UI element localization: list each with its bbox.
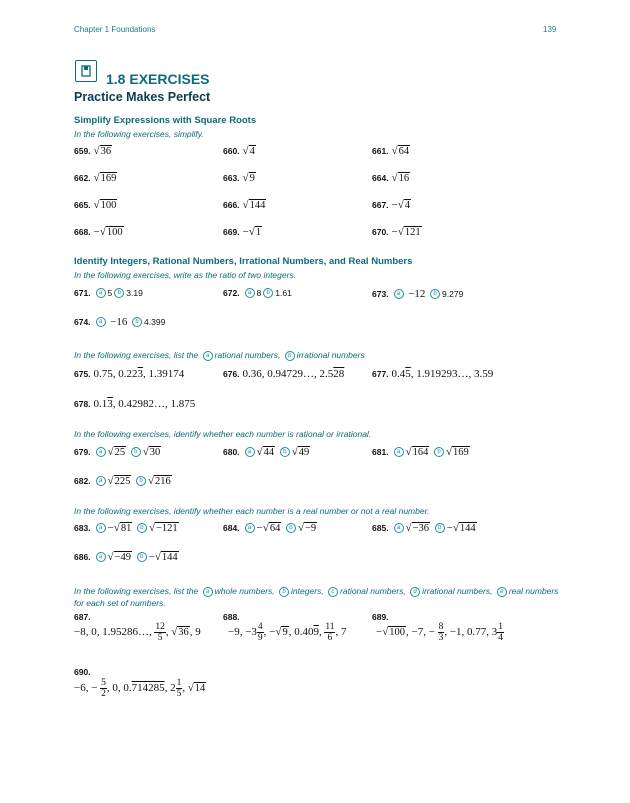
sec2-instruction-ratio: In the following exercises, write as the ratio of two integers. (74, 270, 297, 280)
chapter-header: Chapter 1 Foundations (74, 25, 156, 34)
exercise-659: 659. √36 (74, 145, 112, 157)
exercise-667: 667. −√4 (372, 199, 411, 211)
exercise-689-number: 689. (372, 612, 389, 622)
exercise-669: 669. −√1 (223, 226, 262, 238)
exercise-689: −√100, −7, − $\frac{8}{3}$ , −1, 0.77, 3 $\frac{1}{4}$ (376, 622, 504, 643)
exercise-690: −6, − $\frac{5}{2}$ , 0, 0.714285, 2 $\frac{1}{5}$ , √14 (74, 678, 206, 699)
exercise-676: 676. 0.36, 0.94729…, 2.528 (223, 368, 345, 380)
exercise-685: 685. a √−36 b −√144 (372, 522, 476, 534)
exercise-681: 681. a √164 b √169 (372, 446, 469, 458)
sec2-instruction-rational: In the following exercises, identify whether each number is rational or irrational. (74, 429, 372, 439)
exercise-687-number: 687. (74, 612, 91, 622)
exercise-672: 672. a 8 b 1.61 (223, 288, 292, 298)
page-number: 139 (543, 25, 557, 34)
exercise-675: 675. 0.75, 0.223, 1.39174 (74, 368, 185, 380)
sec2-heading: Identify Integers, Rational Numbers, Irrational Numbers, and Real Numbers (74, 256, 413, 267)
section-subtitle: Practice Makes Perfect (74, 90, 211, 104)
exercise-688-number: 688. (223, 612, 240, 622)
exercise-679: 679. a √25 b √30 (74, 446, 161, 458)
sec1-heading: Simplify Expressions with Square Roots (74, 115, 257, 126)
sec1-instruction: In the following exercises, simplify. (74, 129, 204, 139)
exercise-678: 678. 0.13, 0.42982…, 1.875 (74, 398, 196, 410)
exercise-680: 680. a √44 b √49 (223, 446, 310, 458)
exercise-690-number: 690. (74, 667, 91, 677)
exercise-icon (75, 60, 97, 82)
exercise-671: 671. a 5 b 3.19 (74, 288, 143, 298)
exercise-687: −8, 0, 1.95286…, $\frac{12}{5}$ , √36, 9 (74, 622, 201, 643)
exercise-688: −9, −3 $\frac{4}{9}$ , −√9, 0.409, $\frac{11}{6}$ , 7 (228, 622, 347, 643)
exercise-673: 673. a −12 b 9.279 (372, 288, 464, 300)
exercise-674: 674. a −16 b 4.399 (74, 316, 166, 328)
exercise-662: 662. √169 (74, 172, 117, 184)
section-title: 1.8 EXERCISES (106, 71, 210, 87)
exercise-670: 670. −√121 (372, 226, 421, 238)
sec2-instruction-list: In the following exercises, list the a rational numbers, b irrational numbers (74, 350, 365, 360)
exercise-684: 684. a −√64 b √−9 (223, 522, 317, 534)
exercise-677: 677. 0.45, 1.919293…, 3.59 (372, 368, 494, 380)
exercise-682: 682. a √225 b √216 (74, 475, 171, 487)
exercise-683: 683. a −√81 b √−121 (74, 522, 178, 534)
exercise-665: 665. √100 (74, 199, 117, 211)
exercise-666: 666. √144 (223, 199, 266, 211)
exercise-668: 668. −√100 (74, 226, 123, 238)
sec2-instruction-sets: In the following exercises, list the a whole numbers, b integers, c rational numbers, d irrational numbers, e real numbers for each set of numbers. (74, 586, 559, 608)
exercise-664: 664. √16 (372, 172, 410, 184)
exercise-663: 663. √9 (223, 172, 255, 184)
sec2-instruction-real: In the following exercises, identify whether each number is a real number or not a real number. (74, 506, 430, 516)
exercise-661: 661. √64 (372, 145, 410, 157)
exercise-686: 686. a √−49 b −√144 (74, 551, 178, 563)
exercise-660: 660. √4 (223, 145, 255, 157)
